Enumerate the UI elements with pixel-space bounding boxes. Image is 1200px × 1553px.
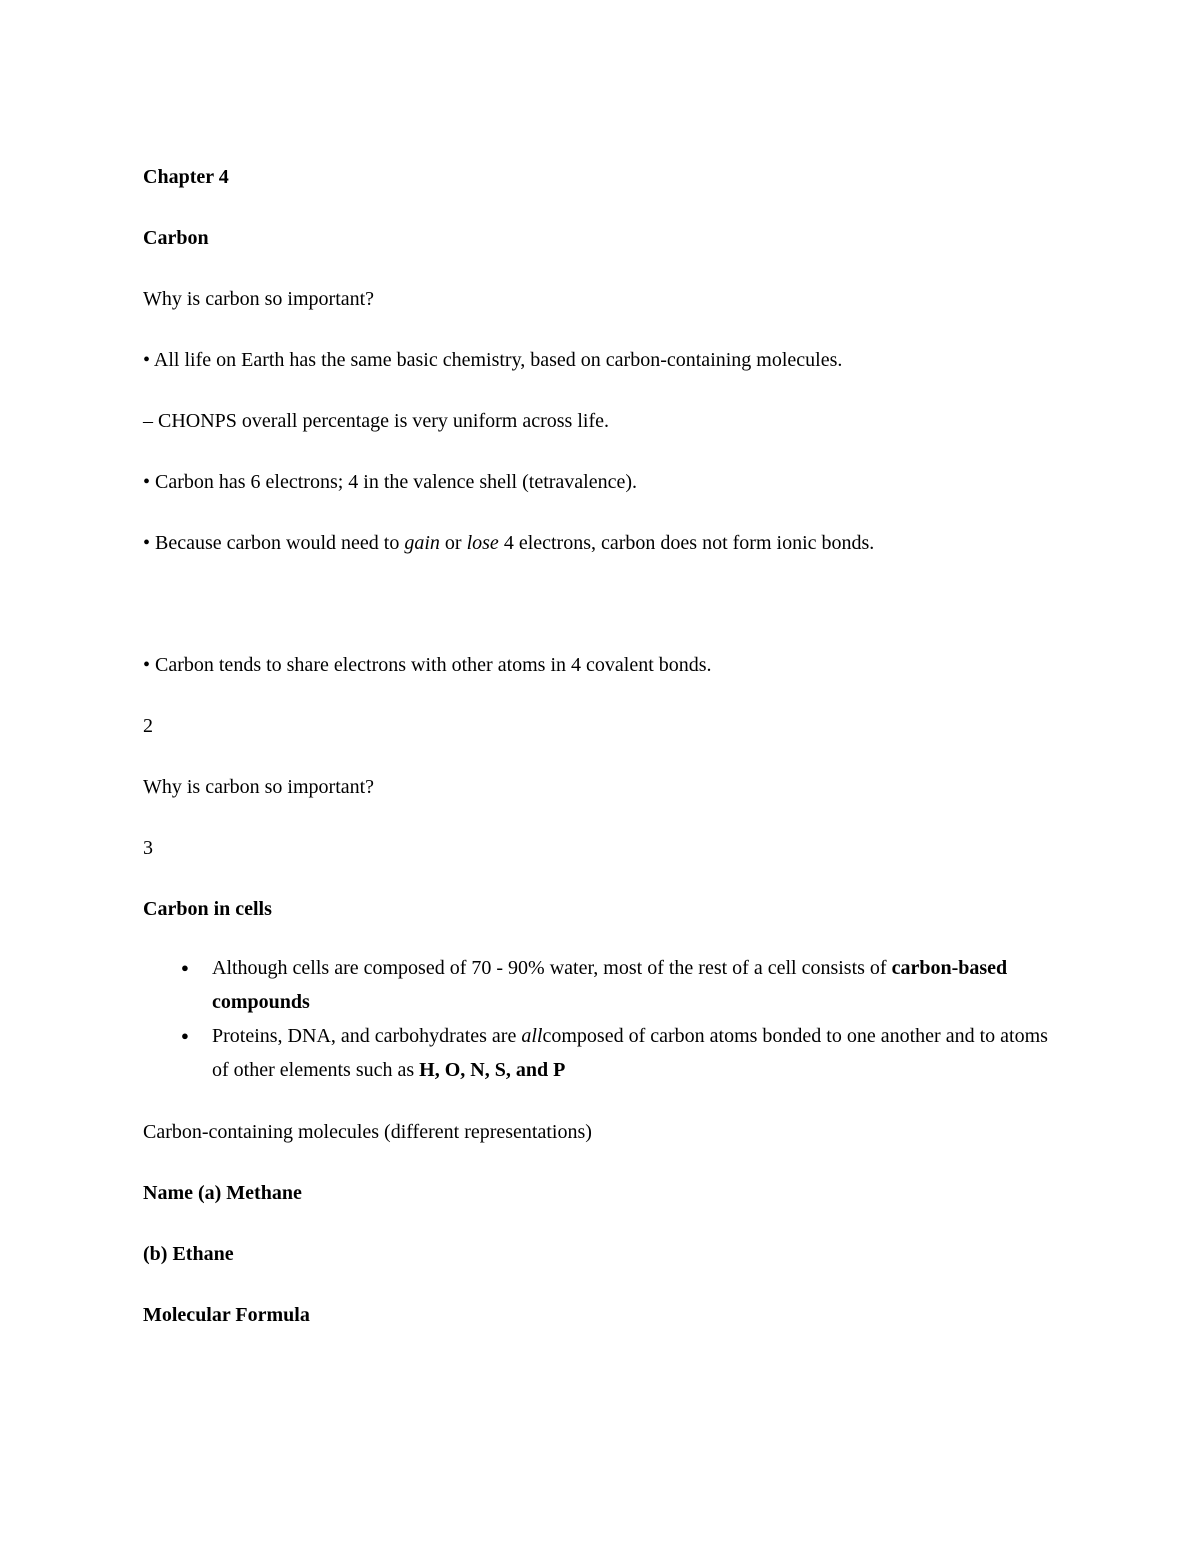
text-run: Although cells are composed of 70 - 90% water, most of the rest of a cell consists of: [212, 957, 892, 979]
bullet-list: [143, 951, 1060, 1087]
list-item: [143, 951, 1060, 1019]
text-run: H, O, N, S, and P: [419, 1059, 566, 1081]
bullet-icon: ●: [181, 1028, 189, 1043]
text-run: carbon-based compounds: [212, 957, 1008, 1013]
text-run: lose: [466, 532, 499, 554]
text-run: or: [439, 532, 467, 554]
text-run: Proteins, DNA, and carbohydrates are: [212, 1025, 522, 1047]
body-paragraph: [143, 463, 1060, 501]
text-run: • Carbon tends to share electrons with other atoms in 4 covalent bonds.: [143, 654, 712, 676]
text-run: 4 electrons, carbon does not form ionic bonds.: [498, 532, 875, 554]
body-paragraph: [143, 341, 1060, 379]
section-heading: [143, 219, 1060, 257]
bullet-icon: ●: [181, 960, 189, 975]
text-run: Carbon-containing molecules (different representations): [143, 1121, 592, 1143]
text-run: Molecular Formula: [143, 1304, 310, 1326]
list-item: [143, 1019, 1060, 1087]
text-run: • Because carbon would need to: [143, 532, 405, 554]
body-paragraph: [143, 402, 1060, 440]
body-paragraph: [143, 1113, 1060, 1151]
text-run: Carbon in cells: [143, 898, 272, 920]
slide-number: [143, 829, 1060, 867]
body-paragraph: [143, 280, 1060, 318]
text-run: Chapter 4: [143, 166, 229, 188]
section-heading: [143, 1235, 1060, 1273]
body-paragraph: [143, 646, 1060, 684]
text-run: • Carbon has 6 electrons; 4 in the valence shell (tetravalence).: [143, 471, 638, 493]
text-run: composed of carbon atoms bonded to one another and to atoms of other elements such as: [212, 1025, 1048, 1081]
text-run: Why is carbon so important?: [143, 776, 375, 798]
text-run: Name (a) Methane: [143, 1182, 302, 1204]
text-run: Why is carbon so important?: [143, 288, 375, 310]
chapter-heading: [143, 158, 1060, 196]
body-paragraph: [143, 768, 1060, 806]
section-heading: [143, 1174, 1060, 1212]
section-heading: [143, 1296, 1060, 1334]
text-run: gain: [404, 532, 440, 554]
body-paragraph: [143, 524, 1060, 562]
text-run: 3: [143, 837, 153, 859]
text-run: Carbon: [143, 227, 209, 249]
text-run: all: [521, 1025, 543, 1047]
empty-paragraph: [143, 585, 1060, 623]
text-run: • All life on Earth has the same basic chemistry, based on carbon-containing molecules.: [143, 349, 843, 371]
slide-number: [143, 707, 1060, 745]
text-run: (b) Ethane: [143, 1243, 234, 1265]
section-heading: [143, 890, 1060, 928]
text-run: 2: [143, 715, 153, 737]
text-run: – CHONPS overall percentage is very uniform across life.: [143, 410, 609, 432]
